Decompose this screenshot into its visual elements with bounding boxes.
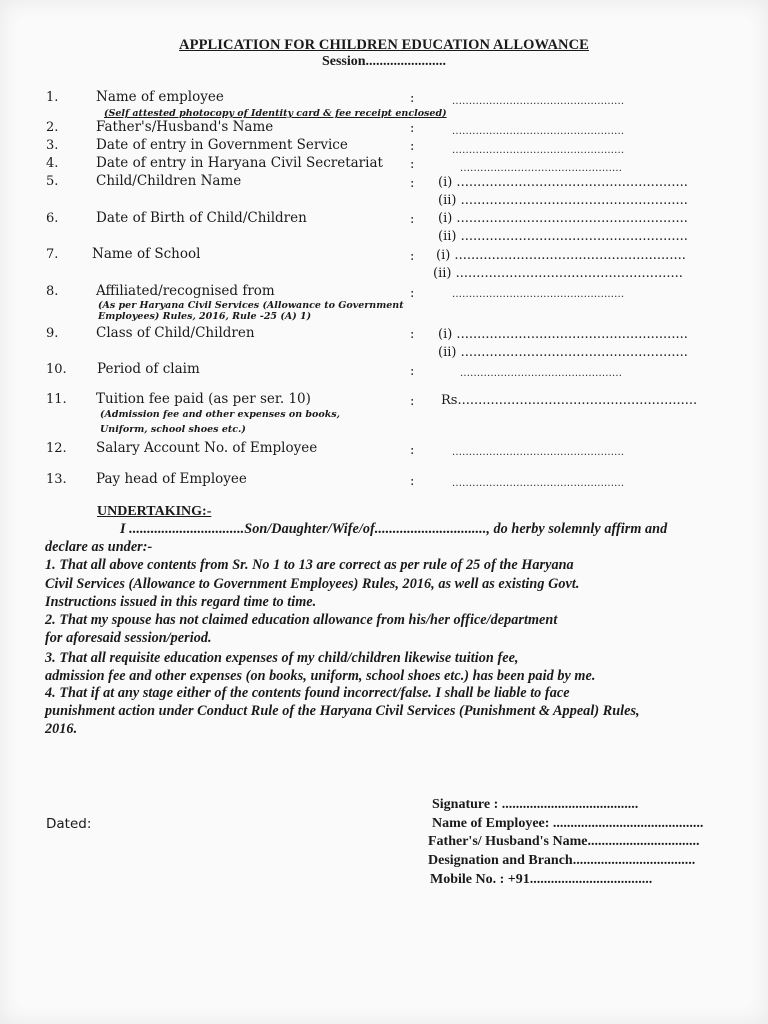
row-label-salary-account: Salary Account No. of Employee	[96, 440, 318, 456]
undertaking-line: 1. That all above contents from Sr. No 1 to 13 are correct as per rule of 25 of the Haryana	[45, 557, 574, 573]
row-note: Employees) Rules, 2016, Rule -25 (A) 1)	[98, 311, 312, 322]
undertaking-line: declare as under:-	[45, 539, 153, 555]
undertaking-line: 3. That all requisite education expenses of my child/children likewise tuition fee,	[45, 650, 519, 666]
fathers-husbands-name-field[interactable]: Father's/ Husband's Name................................	[428, 834, 700, 849]
row-colon: :	[410, 139, 415, 154]
dated-label: Dated:	[46, 816, 92, 832]
row-colon: :	[410, 443, 415, 458]
row-colon: :	[410, 474, 415, 489]
row-number: 3.	[46, 138, 59, 153]
undertaking-line: admission fee and other expenses (on books, uniform, school shoes etc.) has been paid by me.	[45, 668, 596, 684]
undertaking-line: 4. That if at any stage either of the contents found incorrect/false. I shall be liable to face	[45, 685, 570, 701]
undertaking-line: Instructions issued in this regard time to time.	[45, 594, 317, 610]
undertaking-heading: UNDERTAKING:-	[97, 504, 212, 519]
row-colon: :	[410, 364, 415, 379]
row-number: 1.	[46, 90, 59, 105]
row-number: 5.	[46, 174, 59, 189]
row-number: 12.	[46, 441, 67, 456]
row-value-field[interactable]: (ii) .......................................................	[438, 229, 688, 244]
row-value-field[interactable]: (i) ........................................................	[438, 175, 688, 190]
row-colon: :	[410, 157, 415, 172]
row-colon: :	[410, 327, 415, 342]
row-value-field[interactable]: (ii) .......................................................	[433, 266, 683, 281]
row-label-date-of-entry-govt-service: Date of entry in Government Service	[96, 137, 348, 153]
row-value-field[interactable]: ...................................................	[452, 96, 625, 107]
row-label-class-of-child: Class of Child/Children	[96, 325, 255, 341]
mobile-number-field[interactable]: Mobile No. : +91...................................	[430, 872, 653, 887]
row-colon: :	[410, 394, 415, 409]
undertaking-line: 2016.	[45, 721, 78, 737]
row-label-date-of-entry-secretariat: Date of entry in Haryana Civil Secretariat	[96, 155, 383, 171]
row-number: 2.	[46, 120, 59, 135]
row-label-period-of-claim: Period of claim	[97, 361, 200, 377]
row-number: 8.	[46, 284, 59, 299]
row-value-field[interactable]: (i) ........................................................	[438, 211, 688, 226]
row-value-field[interactable]: ...................................................	[452, 289, 625, 300]
undertaking-line: Civil Services (Allowance to Government Employees) Rules, 2016, as well as existing Govt.	[45, 576, 580, 592]
row-colon: :	[410, 176, 415, 191]
undertaking-line: for aforesaid session/period.	[45, 630, 212, 646]
form-title: APPLICATION FOR CHILDREN EDUCATION ALLOWANCE	[179, 37, 589, 53]
row-colon: :	[410, 286, 415, 301]
row-value-field[interactable]: (ii) .......................................................	[438, 193, 688, 208]
row-number: 13.	[46, 472, 67, 487]
row-value-field[interactable]: ...................................................	[452, 447, 625, 458]
row-colon: :	[410, 121, 415, 136]
row-colon: :	[410, 212, 415, 227]
row-value-field[interactable]: (i) ........................................................	[436, 248, 686, 263]
row-colon: :	[410, 249, 415, 264]
row-colon: :	[410, 91, 415, 106]
row-value-field[interactable]: ................................................	[460, 163, 623, 174]
designation-branch-field[interactable]: Designation and Branch...................................	[428, 853, 696, 868]
row-value-field[interactable]: ................................................	[460, 368, 623, 379]
row-number: 10.	[46, 362, 67, 377]
signature-field[interactable]: Signature : .......................................	[432, 797, 639, 812]
row-number: 11.	[46, 392, 67, 407]
row-label-fathers-husbands-name: Father's/Husband's Name	[96, 119, 274, 135]
row-value-field[interactable]: Rs..........................................................	[441, 393, 698, 408]
row-value-field[interactable]: ...................................................	[452, 478, 625, 489]
undertaking-line: I ................................Son/Daughter/Wife/of..............................., do herby solemnly affirm and	[120, 521, 668, 537]
row-value-field[interactable]: (ii) .......................................................	[438, 345, 688, 360]
row-number: 4.	[46, 156, 59, 171]
row-value-field[interactable]: ...................................................	[452, 145, 625, 156]
row-note: Uniform, school shoes etc.)	[100, 424, 246, 435]
row-label-date-of-birth: Date of Birth of Child/Children	[96, 210, 307, 226]
row-label-tuition-fee: Tuition fee paid (as per ser. 10)	[96, 391, 311, 407]
row-note: (Self attested photocopy of Identity card & fee receipt enclosed)	[104, 108, 447, 119]
row-number: 6.	[46, 211, 59, 226]
row-number: 7.	[46, 247, 59, 262]
row-label-affiliated: Affiliated/recognised from	[96, 283, 275, 299]
row-label-child-name: Child/Children Name	[96, 173, 242, 189]
session-field: Session.......................	[321, 54, 447, 69]
row-note: (As per Haryana Civil Services (Allowance to Government	[98, 300, 404, 311]
undertaking-line: punishment action under Conduct Rule of the Haryana Civil Services (Punishment & Appeal) Rules,	[45, 703, 640, 719]
row-value-field[interactable]: (i) ........................................................	[438, 327, 688, 342]
row-label-pay-head: Pay head of Employee	[96, 471, 247, 487]
row-label-name-of-school: Name of School	[92, 246, 201, 262]
undertaking-line: 2. That my spouse has not claimed education allowance from his/her office/department	[45, 612, 558, 628]
row-label-name-of-employee: Name of employee	[96, 89, 224, 105]
employee-name-field[interactable]: Name of Employee: ...........................................	[432, 816, 704, 831]
row-note: (Admission fee and other expenses on books,	[100, 409, 340, 420]
row-value-field[interactable]: ...................................................	[452, 126, 625, 137]
row-number: 9.	[46, 326, 59, 341]
